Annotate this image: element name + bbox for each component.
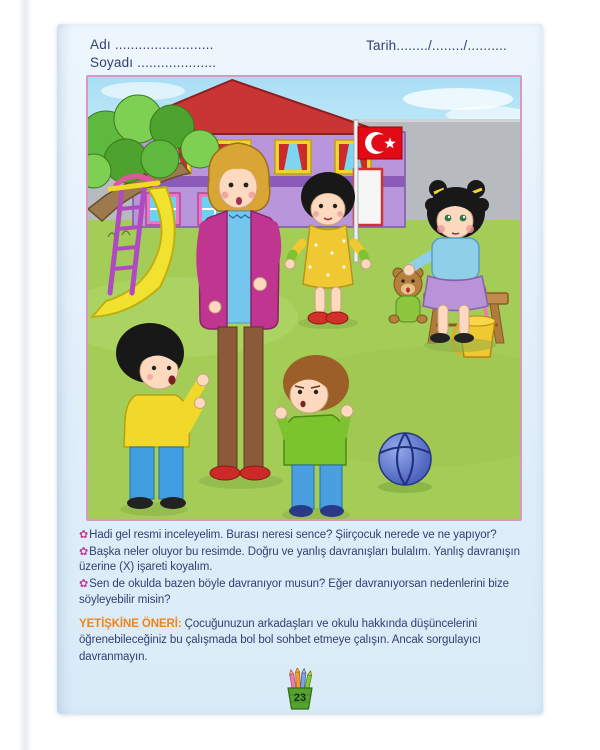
flower-bullet-icon: ✿ [79, 529, 89, 541]
blue-ball [378, 433, 432, 493]
advice-text: Çocuğunuzun arkadaşları ve okulu hakkında düşüncelerini öğrenebileceğiniz bu çalışmada bol bol sohbet etmeye çalışın. Ancak sorgulayıcı davranmayın. [79, 618, 481, 663]
instruction-text: Başka neler oluyor bu resimde. Doğru ve yanlış davranışları bulalım. Yanlış davranışın üzerine (X) işareti koyalım. [79, 545, 520, 574]
instruction-text: Sen de okulda bazen böyle davranıyor musun? Eğer davranıyorsan nedenlerini bize söyleyebilir misin? [79, 577, 509, 606]
playground-illustration [86, 75, 522, 521]
pencil-cup-icon [285, 668, 315, 712]
adult-advice [79, 616, 523, 665]
instruction-item [79, 577, 523, 608]
advice-label: YETİŞKİNE ÖNERİ: [79, 618, 182, 630]
flower-bullet-icon: ✿ [79, 545, 89, 558]
instruction-item [79, 545, 523, 576]
surname-field[interactable]: Soyadı .................... [90, 55, 217, 71]
instruction-item [79, 528, 523, 544]
date-field[interactable]: Tarih......../......../.......... [366, 38, 507, 53]
scan-shadow-strip [18, 0, 32, 750]
page-number: 23 [293, 692, 307, 704]
workbook-page [57, 24, 543, 714]
instruction-text: Hadi gel resmi inceleyelim. Burası neresi sence? Şiirçocuk nerede ve ne yapıyor? [89, 529, 497, 541]
instruction-list [79, 528, 523, 609]
name-field[interactable]: Adı ......................... [90, 37, 214, 52]
page-footer [285, 668, 315, 712]
playground-scene [88, 77, 520, 519]
flower-bullet-icon: ✿ [79, 577, 89, 590]
